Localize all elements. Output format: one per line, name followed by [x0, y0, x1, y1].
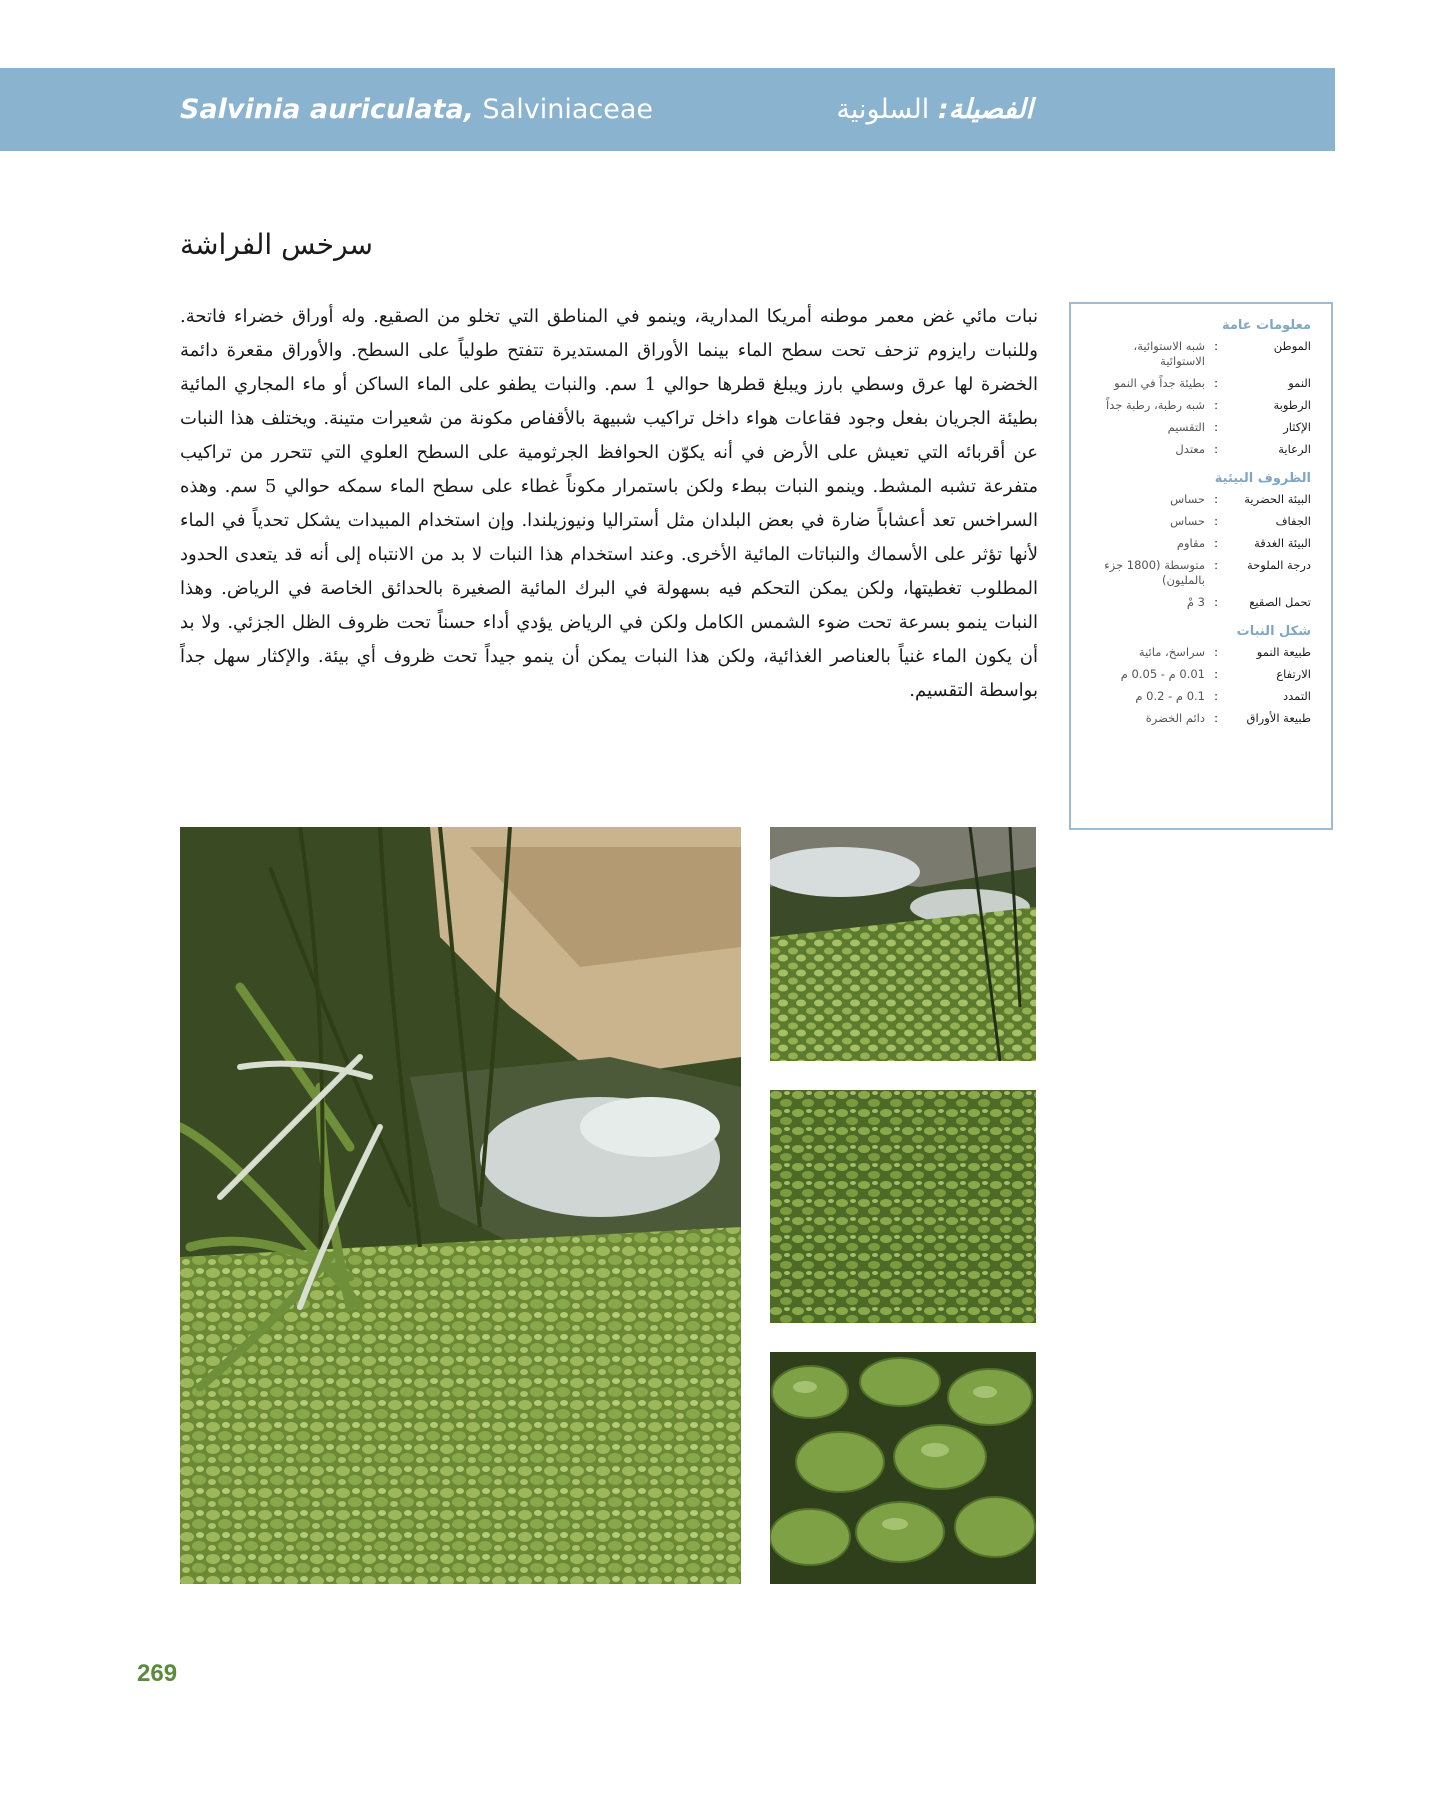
info-label: الموطن: [1273, 339, 1311, 353]
photo-garden-stream: [180, 827, 741, 1584]
info-value: مقاوم: [1176, 536, 1205, 550]
info-value: معتدل: [1175, 442, 1205, 456]
info-value: شبه الاستوائية، الاستوائية: [1133, 339, 1205, 368]
info-value: 0.01 م - 0.05 م: [1120, 667, 1205, 681]
photo-stream-cascade: [770, 827, 1036, 1061]
info-row: [1091, 667, 1311, 682]
info-row: [1091, 442, 1311, 457]
info-row: [1091, 558, 1311, 588]
section-title: الظروف البيئية: [1214, 471, 1311, 486]
photo-salvinia-closeup: [770, 1352, 1036, 1584]
info-row: [1091, 339, 1311, 369]
info-label: البيئة الحضرية: [1244, 492, 1311, 506]
info-label: التمدد: [1283, 689, 1311, 703]
info-box: [1069, 302, 1333, 830]
family-arabic: السلونية: [836, 94, 938, 125]
colon-separator: :: [1214, 376, 1218, 390]
family-heading-arabic: [836, 68, 1033, 151]
section-title: معلومات عامة: [1221, 318, 1311, 333]
colon-separator: :: [1214, 595, 1218, 609]
family-latin: Salviniaceae: [473, 94, 653, 125]
info-row: [1091, 492, 1311, 507]
colon-separator: :: [1214, 645, 1218, 659]
colon-separator: :: [1214, 558, 1218, 572]
info-value: متوسطة (1800 جزء بالمليون): [1104, 558, 1205, 587]
colon-separator: :: [1214, 442, 1218, 456]
info-value: 3 مْ: [1186, 595, 1205, 609]
common-name: سرخس الفراشة: [180, 228, 373, 261]
photo-salvinia-mat: [770, 1090, 1036, 1323]
colon-separator: :: [1214, 492, 1218, 506]
description-paragraph: نبات مائي غض معمر موطنه أمريكا المدارية، وينمو في المناطق التي تخلو من الصقيع. وله أوراق خضراء فاتحة. وللنبات رايزوم تزحف تحت سطح الماء بينما الأوراق المستديرة تتفتح طولياً على السطح. والأوراق مقعرة دائمة الخضرة لها عرق وسطي بارز ويبلغ قطرها حوالي 1 سم. والنبات يطفو على الماء الساكن أو ماء المجاري المائية بطيئة الجريان بفعل وجود فقاعات هواء داخل تراكيب شبيهة بالأقفاص مكونة من شعيرات متينة. ويختلف هذا النبات عن أقربائه التي تعيش على الأرض في أنه يكوّن الحوافظ الجرثومية على السطح العلوي التي تتحرر من تراكيب متفرعة تشبه المشط. وينمو النبات ببطء ولكن باستمرار مكوناً غطاء على سطح الماء سمكه حوالي 5 سم. وهذه السراخس تعد أعشاباً ضارة في بعض البلدان مثل أستراليا ونيوزيلندا. وإن استخدام المبيدات يشكل تحدياً في الماء لأنها تؤثر على الأسماك والنباتات المائية الأخرى. وعند استخدام هذا النبات لا بد من الانتباه إلى أنه قد يتعدى الحدود المطلوب تغطيتها، ولكن يمكن التحكم فيه بسهولة في البرك المائية الصغيرة بالحدائق الخاصة في الرياض. وهذا النبات ينمو بسرعة تحت ضوء الشمس الكامل ولكن في الرياض يؤدي أداء حسناً تحت ظروف الظل الجزئي. ولا بد أن يكون الماء غنياً بالعناصر الغذائية، ولكن هذا النبات يمكن أن ينمو جيداً تحت ظروف أي بيئة. والإكثار سهل جداً بواسطة التقسيم.: [180, 306, 1039, 701]
info-row: [1091, 536, 1311, 551]
info-label: الرطوبة: [1273, 398, 1311, 412]
info-label: الإكثار: [1283, 420, 1311, 434]
info-value: شبه رطبة، رطبة جداً: [1106, 398, 1205, 412]
info-row: [1091, 711, 1311, 726]
info-row: [1091, 514, 1311, 529]
info-value: 0.1 م - 0.2 م: [1135, 689, 1205, 703]
info-value: حساس: [1170, 514, 1205, 528]
colon-separator: :: [1214, 398, 1218, 412]
info-label: طبيعة الأوراق: [1246, 711, 1311, 725]
colon-separator: :: [1214, 514, 1218, 528]
colon-separator: :: [1214, 711, 1218, 725]
info-value: بطيئة جداً في النمو: [1114, 376, 1205, 390]
info-label: الجفاف: [1275, 514, 1311, 528]
info-section-plant-form: [1091, 624, 1311, 726]
species-heading: [180, 68, 653, 151]
header-band: [0, 68, 1335, 151]
colon-separator: :: [1214, 339, 1218, 353]
family-label: الفصيلة:: [937, 94, 1033, 125]
info-label: تحمل الصقيع: [1249, 595, 1311, 609]
colon-separator: :: [1214, 536, 1218, 550]
colon-separator: :: [1214, 667, 1218, 681]
section-title: شكل النبات: [1236, 624, 1311, 639]
info-label: النمو: [1288, 376, 1311, 390]
info-label: البيئة الغدقة: [1254, 536, 1311, 550]
info-label: طبيعة النمو: [1256, 645, 1311, 659]
info-row: [1091, 689, 1311, 704]
colon-separator: :: [1214, 689, 1218, 703]
info-row: [1091, 420, 1311, 435]
info-label: الارتفاع: [1276, 667, 1311, 681]
info-label: الرعاية: [1278, 442, 1311, 456]
info-value: التقسيم: [1167, 420, 1205, 434]
info-row: [1091, 645, 1311, 660]
info-section-general: [1091, 318, 1311, 457]
info-value: سراسخ، مائية: [1138, 645, 1205, 659]
info-row: [1091, 376, 1311, 391]
info-value: دائم الخضرة: [1145, 711, 1205, 725]
page-number: 269: [137, 1660, 178, 1687]
scientific-name: Salvinia auriculata,: [180, 94, 474, 125]
info-label: درجة الملوحة: [1247, 558, 1311, 572]
info-section-environment: [1091, 471, 1311, 610]
info-row: [1091, 595, 1311, 610]
info-value: حساس: [1170, 492, 1205, 506]
info-row: [1091, 398, 1311, 413]
colon-separator: :: [1214, 420, 1218, 434]
